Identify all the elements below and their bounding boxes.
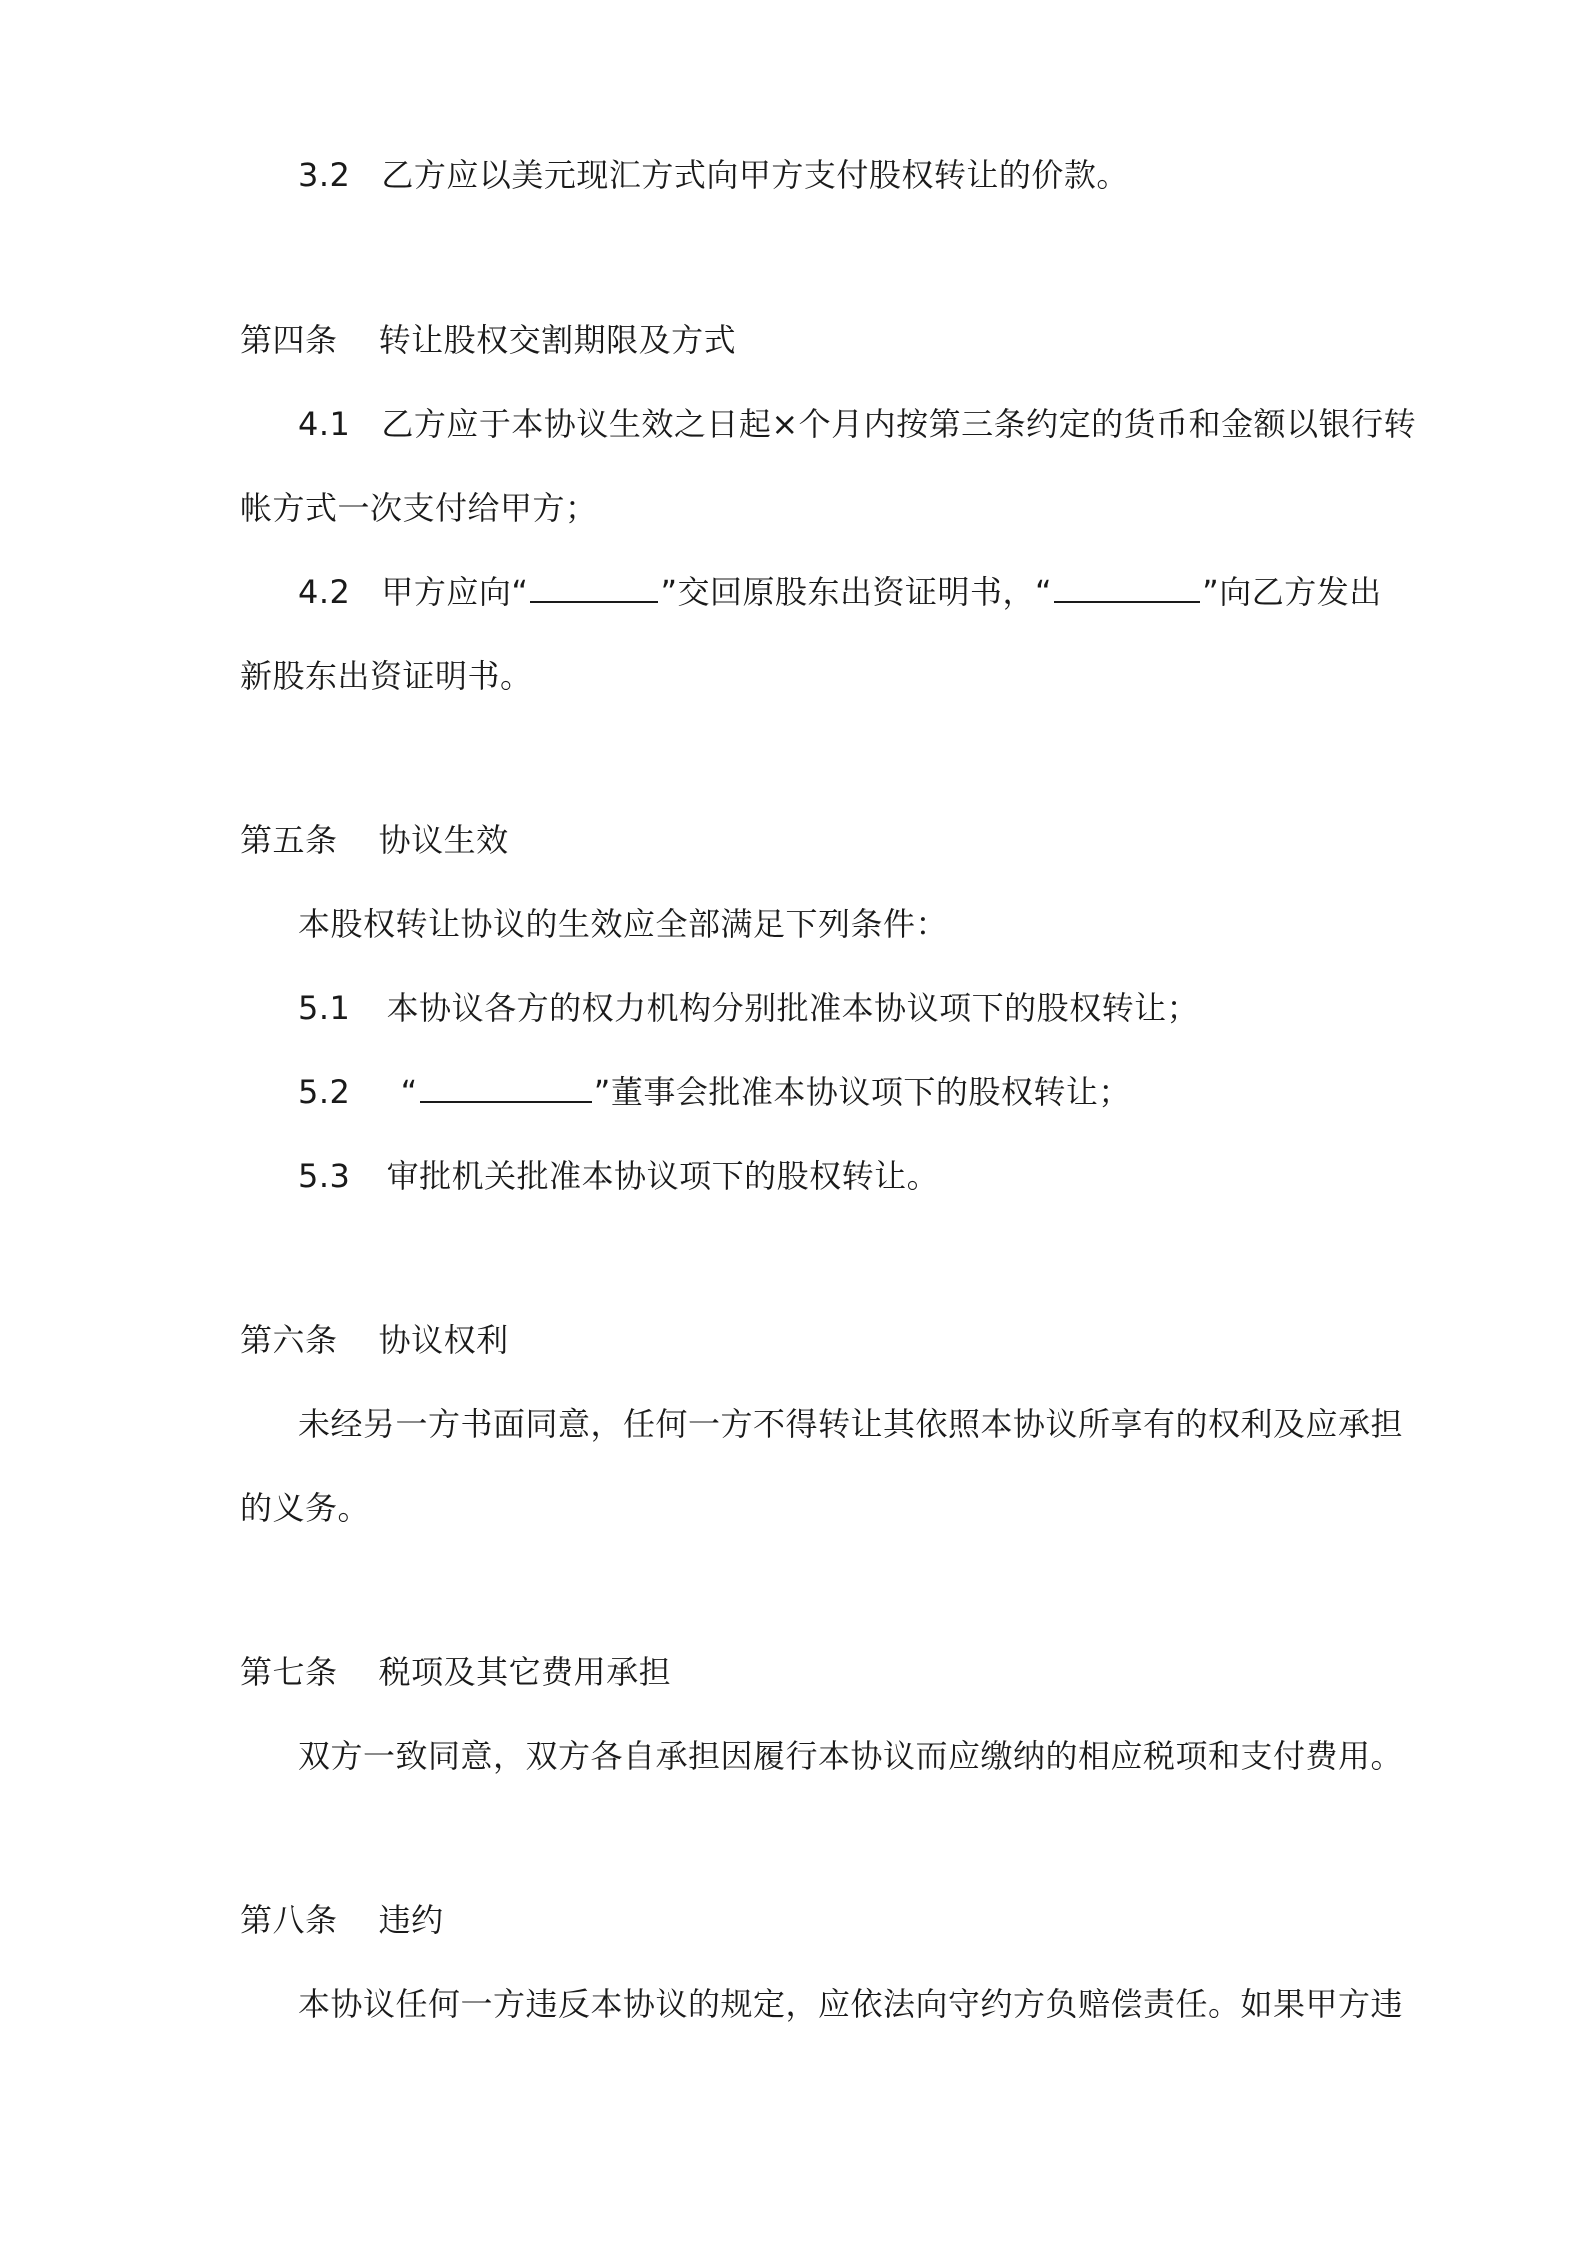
clause-text: 本协议各方的权力机构分别批准本协议项下的股权转让； xyxy=(386,989,1200,1027)
clause-text: 乙方应于本协议生效之日起×个月内按第三条约定的货币和金额以银行转 xyxy=(381,405,1417,443)
clause-4-1-line-1 xyxy=(298,402,1416,446)
article-8-heading xyxy=(240,1898,444,1942)
article-title: 税项及其它费用承担 xyxy=(378,1653,672,1691)
clause-4-2-line-2 xyxy=(240,654,533,698)
clause-text-part: ”董事会批准本协议项下的股权转让； xyxy=(593,1073,1131,1111)
blank-field xyxy=(1054,571,1200,603)
article-5-heading xyxy=(240,818,509,862)
clause-5-3 xyxy=(298,1154,939,1198)
article-5-intro xyxy=(298,902,948,946)
article-8-line-1 xyxy=(298,1982,1403,2026)
clause-text: 审批机关批准本协议项下的股权转让。 xyxy=(386,1157,940,1195)
blank-field xyxy=(530,571,658,603)
clause-5-1 xyxy=(298,986,1199,1030)
article-7-line-1 xyxy=(298,1734,1403,1778)
blank-field xyxy=(420,1071,592,1103)
clause-text-part: 甲方应向“ xyxy=(381,573,529,611)
article-7-heading xyxy=(240,1650,671,1694)
article-number: 第六条 xyxy=(240,1321,338,1359)
clause-text: 乙方应以美元现汇方式向甲方支付股权转让的价款。 xyxy=(381,156,1129,194)
clause-text-part: ”交回原股东出资证明书，“ xyxy=(660,573,1053,611)
clause-text: 帐方式一次支付给甲方； xyxy=(240,489,598,527)
clause-5-2 xyxy=(298,1070,1131,1114)
clause-number: 4.1 xyxy=(298,405,351,443)
clause-3-2 xyxy=(298,153,1129,197)
article-4-heading xyxy=(240,318,736,362)
article-title: 转让股权交割期限及方式 xyxy=(378,321,737,359)
clause-number: 3.2 xyxy=(298,156,351,194)
paragraph-text: 未经另一方书面同意，任何一方不得转让其依照本协议所享有的权利及应承担 xyxy=(298,1405,1404,1443)
article-6-line-2 xyxy=(240,1486,370,1530)
clause-number: 5.3 xyxy=(298,1157,351,1195)
clause-number: 4.2 xyxy=(298,573,351,611)
article-title: 违约 xyxy=(378,1901,444,1939)
clause-text-part: ”向乙方发出 xyxy=(1202,573,1382,611)
clause-text-part: “ xyxy=(400,1073,418,1111)
paragraph-text: 双方一致同意，双方各自承担因履行本协议而应缴纳的相应税项和支付费用。 xyxy=(298,1737,1404,1775)
article-6-line-1 xyxy=(298,1402,1403,1446)
article-number: 第四条 xyxy=(240,321,338,359)
article-number: 第五条 xyxy=(240,821,338,859)
article-title: 协议生效 xyxy=(378,821,509,859)
clause-number: 5.2 xyxy=(298,1073,351,1111)
clause-4-1-line-2 xyxy=(240,486,598,530)
clause-4-2-line-1 xyxy=(298,570,1382,614)
article-title: 协议权利 xyxy=(378,1321,509,1359)
clause-number: 5.1 xyxy=(298,989,351,1027)
article-number: 第八条 xyxy=(240,1901,338,1939)
paragraph-text: 本协议任何一方违反本协议的规定，应依法向守约方负赔偿责任。如果甲方违 xyxy=(298,1985,1404,2023)
article-6-heading xyxy=(240,1318,509,1362)
paragraph-text: 本股权转让协议的生效应全部满足下列条件： xyxy=(298,905,949,943)
article-number: 第七条 xyxy=(240,1653,338,1691)
paragraph-text: 的义务。 xyxy=(240,1489,371,1527)
clause-text: 新股东出资证明书。 xyxy=(240,657,533,695)
